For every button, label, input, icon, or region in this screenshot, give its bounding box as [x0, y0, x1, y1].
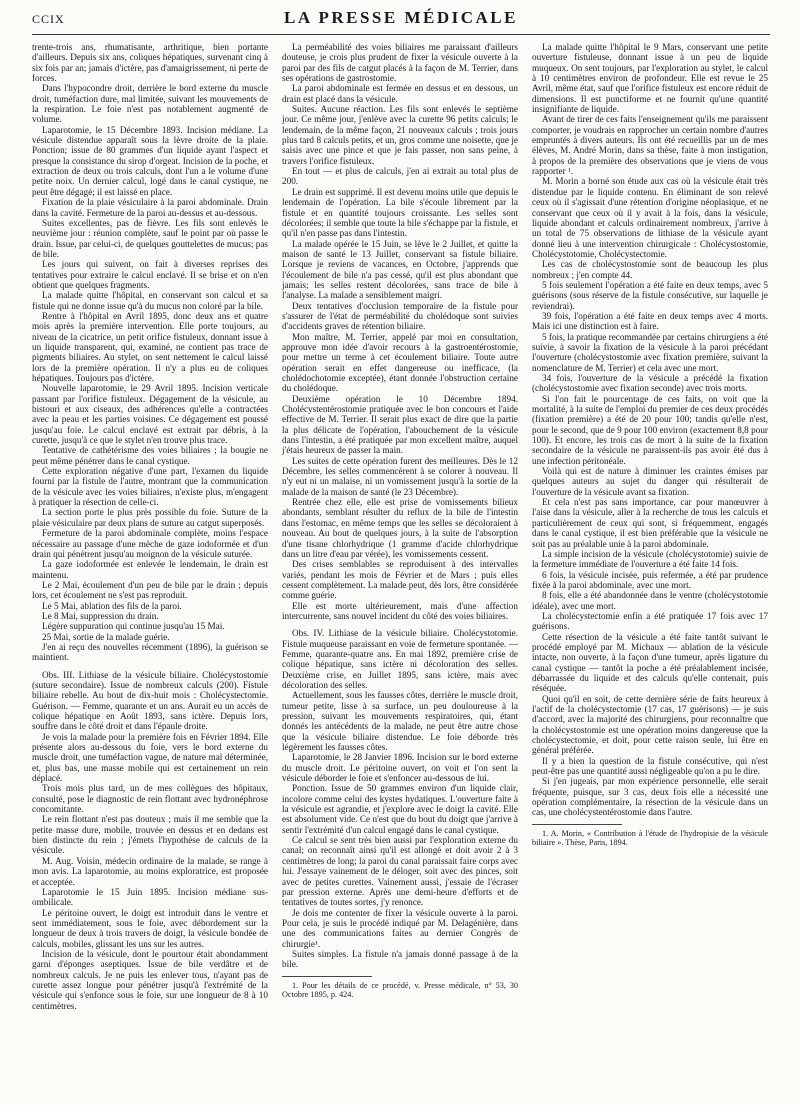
paragraph: 6 fois, la vésicule incisée, puis refermée, a été par prudence fixée à la paroi abdominale, avec une mort.: [532, 569, 768, 590]
paragraph: Le 2 Mai, écoulement d'un peu de bile par le drain ; depuis lors, cet écoulement ne s'est pas reproduit.: [32, 579, 268, 601]
paragraph: Suites simples. La fistule n'a jamais donné passage à de la bile.: [282, 948, 518, 970]
journal-title: LA PRESSE MÉDICALE: [284, 8, 518, 27]
paragraph: Légère suppuration qui continue jusqu'au 15 Mai.: [42, 621, 225, 632]
paragraph: Le 8 Mai, suppression du drain.: [42, 610, 159, 621]
footnote: 1. Pour les détails de ce procédé, v. Presse médicale, n° 53, 30 Octobre 1895, p. 424.: [282, 980, 518, 999]
paragraph: Mon maître, M. Terrier, appelé par moi en consultation, approuve mon idée d'avoir recours à la gastroentérostomie, pour mettre un terme à cet écoulement biliaire. Toute autre opération serait en effet dangereuse ou inefficace, (la cholédochotomie exceptée), étant donnée l'obstruction certaine du cholédoque.: [282, 331, 518, 394]
paragraph: La gaze iodoformée est enlevée le lendemain, le drain est maintenu.: [32, 559, 268, 580]
paragraph: La perméabilité des voies biliaires me paraissant d'ailleurs douteuse, je crois plus prudent de fixer la vésicule ouverte à la paroi par des fils de catgut placés à la façon de M. Terrier, dans ses opérations de gastrostomie.: [282, 42, 518, 84]
paragraph: Il y a bien la question de la fistule consécutive, qui n'est peut-être pas une quantité aussi négligeable qu'on a pu le dire.: [532, 755, 768, 777]
paragraph: La paroi abdominale est fermée en dessus et en dessous, un drain est placé dans la vésicule.: [282, 83, 518, 104]
paragraph: 5 fois seulement l'opération a été faite en deux temps, avec 5 guérisons (sous réserve de la fistule consécutive, sur laquelle je reviendrai).: [532, 279, 768, 311]
paragraph: Les jours qui suivent, on fait à diverses reprises des tentatives pour extraire le calcul enclavé. Il se brise et on n'en obtient que quelques fragments.: [32, 259, 268, 290]
paragraph: M. Morin a borné son étude aux cas où la vésicule était très distendue par le liquide contenu. En éliminant de son relevé ceux où il s'agissait d'une rétention d'origine néoplasique, et ne conservant que ceux où il y avait à la fois, dans la vésicule, liquide abondant et calculs ordinairement nombreux, j'arrive à un total de 75 observations de lithiase de la vésicule ayant donné lieu à une intervention chirurgicale : Cholécystostomie, Cholécystotomie, Cholécystectomie.: [532, 176, 768, 259]
paragraph: M. Aug. Voisin, médecin ordinaire de la malade, se range à mon avis. La laparotomie, au moins exploratrice, est proposée et acceptée.: [32, 855, 268, 887]
paragraph: Les suites de cette opération furent des meilleures. Dès le 12 Décembre, les selles commencèrent à se colorer à nouveau. Il n'y eut ni un malaise, ni un vomissement jusqu'à la sortie de la malade de la maison de santé (le 23 Décembre).: [282, 455, 518, 497]
paragraph: 34 fois, l'ouverture de la vésicule a précédé la fixation (cholécystostomie avec fixation seconde) avec trois morts.: [532, 373, 768, 394]
observation-heading: Obs. IV. Lithiase de la vésicule biliaire. Cholécystotomie. Fistule muqueuse paraissant en voie de fermeture spontanée. — Femme, quarante-quatre ans. En mai 1892, première crise de colique hépatique, sans ictère ni décoloration des selles. Deuxième crise, en Juillet 1895, sans ictère, mais avec décoloration des selles.: [282, 628, 518, 690]
paragraph: Des crises semblables se reproduisent à des intervalles variés, pendant les mois de Février et de Mars ; puis elles cessent complètement. La malade peut, dès lors, être considérée comme guérie.: [282, 559, 518, 601]
paragraph: Voilà qui est de nature à diminuer les craintes émises par quelques auteurs au sujet du danger qui résulterait de l'ouverture de la vésicule avant sa fixation.: [532, 466, 768, 497]
paragraph: Si l'on fait le pourcentage de ces faits, on voit que la mortalité, à la suite de l'emploi du premier de ces deux procédés (fixation première) a été de 20 pour 100; tandis qu'elle n'est, pour le second, que de 9 pour 100 environ (exactement 8,8 pour 100). Et encore, les trois cas de mort à la suite de la fixation secondaire de la vésicule ne paraissent-ils pas avoir été dus à une infection péritonéale.: [532, 393, 768, 466]
paragraph: 39 fois, l'opération a été faite en deux temps avec 4 morts. Mais ici une distinction est à faire.: [532, 310, 768, 332]
paragraph: Ponction. Issue de 50 grammes environ d'un liquide clair, incolore comme celui des kystes hydatiques. L'ouverture faite à la vésicule est agrandie, et j'explore avec le doigt la cavité. Elle est absolument vide. Ce n'est que du bout du doigt que j'arrive à sentir l'extrémité d'un calcul engagé dans le canal cystique.: [282, 783, 518, 835]
paragraph: 8 fois, elle a été abandonnée dans le ventre (cholécystotomie idéale), avec une mort.: [532, 590, 768, 611]
paragraph: Suites. Aucune réaction. Les fils sont enlevés le septième jour. Ce même jour, j'enlève avec la curette 96 petits calculs; le lendemain, de la même façon, 21 nouveaux calculs ; trois jours plus tard 8 calculs petits, et un, gros comme une noisette, que je saisis avec une pince et que je fais passer, non sans peine, à travers l'orifice fistuleux.: [282, 104, 518, 166]
footnote-rule: [282, 976, 372, 977]
paragraph: Quoi qu'il en soit, de cette dernière série de faits heureux à l'actif de la cholécystectomie (17 cas, 17 guérisons) — je suis d'accord, avec la majorité des chirurgiens, pour reconnaître que la cholécystostomie est une opération moins dangereuse que la cholécystectomie, et doit, pour cette raison seule, lui être en général préférée.: [532, 693, 768, 756]
paragraph: Fermeture de la paroi abdominale complète, moins l'espace nécessaire au passage d'une mèche de gaze iodoformée et d'un drain qui pénètrent jusqu'au moignon de la vésicule suturée.: [32, 528, 268, 559]
paragraph: 5 fois, la pratique recommandée par certains chirurgiens a été suivie, à savoir la fixation de la vésicule à la paroi précédant l'ouverture (cholécystostomie avec fixation première, suivant la nomenclature de M. Terrier) et cela avec une mort.: [532, 331, 768, 373]
paragraph: Ce calcul se sent très bien aussi par l'exploration externe du canal; on reconnaît ainsi qu'il est allongé et doit avoir 2 à 3 centimètres de long; la paroi du canal paraissait faire corps avec lui. J'essaye vainement de le déloger, soit avec des pinces, soit avec de petites curettes. Vainement aussi, j'essaie de l'écraser par pression externe. Après une demi-heure d'efforts et de tentatives de toutes sortes, j'y renonce.: [282, 835, 518, 908]
paragraph: La malade quitte l'hôpital le 9 Mars, conservant une petite ouverture fistuleuse, donnant issue à un peu de liquide muqueux. On sent toujours, par l'exploration au stylet, le calcul à 10 centimètres environ de profondeur. Elle est revue le 25 Avril, même état, sauf que l'orifice fistuleux est encore réduit de dimensions. Il est punctiforme et ne fournit qu'une quantité insignifiante de liquide.: [532, 42, 768, 115]
paragraph: Nouvelle laparotomie, le 29 Avril 1895. Incision verticale passant par l'orifice fistuleux. Dégagement de la vésicule, au bistouri et aux ciseaux, des adhérences qu'elle a contractées avec la peau et les parties voisines. Ce dégagement est poussé jusqu'au foie. Le calcul enclavé est extrait par débris, à la curette, jusqu'à ce que le stylet n'en trouve plus trace.: [32, 383, 268, 446]
paragraph: Le péritoine ouvert, le doigt est introduit dans le ventre et sent immédiatement, sous le foie, avec débordement sur la longueur de deux à trois travers de doigt, la vésicule bondée de calculs, mobiles, glissant les uns sur les autres.: [32, 907, 268, 949]
paragraph: La cholécystectomie enfin a été pratiquée 17 fois avec 17 guérisons.: [532, 610, 768, 632]
footnote-rule: [532, 824, 622, 825]
paragraph: Le 5 Mai, ablation des fils de la paroi.: [42, 600, 182, 611]
paragraph: Rentre à l'hôpital en Avril 1895, donc deux ans et quatre mois après la première intervention. Elle porte toujours, au niveau de la cicatrice, un petit orifice fistuleux, donnant issue à un liquide transparent, qui, examiné, ne contient pas trace de pigments biliaires. Au stylet, on sent nettement le calcul laissé lors de la première opération. Il n'y a plus eu de coliques hépatiques. Toujours pas d'ictère.: [32, 310, 268, 383]
page-number: CCIX: [32, 12, 65, 26]
paragraph: En tout — et plus de calculs, j'en ai extrait au total plus de 200.: [282, 166, 518, 187]
paragraph: La malade opérée le 15 Juin, se lève le 2 Juillet, et quitte la maison de santé le 13 Juillet, conservant sa fistule biliaire. Lorsque je reviens de vacances, en Octobre, j'apprends que l'écoulement de bile n'a pas cessé, qu'il est plus abondant que jamais; les selles restent décolorées, sans trace de bile à l'analyse. La malade a sensiblement maigri.: [282, 238, 518, 301]
paragraph: trente-trois ans, rhumatisante, arthritique, bien portante d'ailleurs. Depuis six ans, coliques hépatiques, survenant cinq à six fois par an; jamais d'ictère, pas d'amaigrissement, ni perte de forces.: [32, 42, 268, 84]
paragraph: Actuellement, sous les fausses côtes, derrière le muscle droit, tumeur petite, lisse à sa surface, un peu douloureuse à la pression, suivant les mouvements respiratoires, qui, étant donnés les antécédents de la malade, ne peut être autre chose que la vésicule biliaire distendue. Le foie déborde très légèrement les fausses côtes.: [282, 690, 518, 753]
paragraph: Laparotomie, le 28 Janvier 1896. Incision sur le bord externe du muscle droit. Le péritoine ouvert, on voit et l'on sent la vésicule déborder le foie et s'enfoncer au-dessous de lui.: [282, 752, 518, 784]
paragraph: Tentative de cathétérisme des voies biliaires ; la bougie ne peut même pénétrer dans le canal cystique.: [32, 445, 268, 466]
paragraph: Cette exploration négative d'une part, l'examen du liquide fourni par la fistule de l'autre, montrant que la communication de la vésicule avec les voies biliaires, n'existe plus, m'engagent à pratiquer la résection de celle-ci.: [32, 466, 268, 508]
paragraph: Elle est morte ultérieurement, mais d'une affection intercurrente, sans nouvel incident du côté des voies biliaires.: [282, 600, 518, 621]
paragraph: Fixation de la plaie vésiculaire à la paroi abdominale. Drain dans la cavité. Fermeture de la paroi au-dessus et au-dessous.: [32, 197, 268, 218]
paragraph: La simple incision de la vésicule (cholécystotomie) suivie de la fermeture immédiate de l'ouverture a été faite 14 fois.: [532, 548, 768, 570]
paragraph: La malade quitte l'hôpital, en conservant son calcul et sa fistule qui ne donne issue qu'à du mucus non coloré par la bile.: [32, 290, 268, 311]
column-left: [32, 42, 268, 1011]
page-header: [32, 4, 770, 34]
paragraph: Et cela n'est pas sans importance, car pour manœuvrer à l'aise dans la vésicule, aller à la recherche de tous les calculs et particulièrement de ceux qui sont, si fréquemment, engagés dans le canal cystique, il est bien préférable que la vésicule ne soit pas au préalable unie à la paroi abdominale.: [532, 497, 768, 549]
paragraph: Je vois la malade pour la première fois en Février 1894. Elle présente alors au-dessous du foie, vers le bord externe du muscle droit, une tuméfaction vague, de nature mal déterminée, et, plus bas, une masse mobile qui est certainement un rein déplacé.: [32, 731, 268, 784]
paragraph: Dans l'hypocondre droit, derrière le bord externe du muscle droit, tuméfaction dure, mal limitée, suivant les mouvements de la respiration. Le foie n'est pas notablement augmenté de volume.: [32, 83, 268, 125]
paragraph: Deux tentatives d'occlusion temporaire de la fistule pour s'assurer de l'état de perméabilité du cholédoque sont suivies d'accidents graves de rétention biliaire.: [282, 300, 518, 332]
paragraph: La section porte le plus près possible du foie. Suture de la plaie vésiculaire par deux plans de suture au catgut superposés.: [32, 507, 268, 528]
paragraph: 25 Mai, sortie de la malade guérie.: [42, 631, 170, 642]
paragraph: Le rein flottant n'est pas douteux ; mais il me semble que la petite masse dure, mobile, trouvée en dessus et en dedans est bien distincte du rein ; j'émets l'hypothèse de calculs de la vésicule.: [32, 814, 268, 856]
paragraph: Trois mois plus tard, un de mes collègues des hôpitaux, consulté, pose le diagnostic de rein flottant avec hydronéphrose concomitante.: [32, 783, 268, 815]
paragraph: Rentrée chez elle, elle est prise de vomissements bilieux abondants, semblant résulter du reflux de la bile de l'intestin dans l'estomac, en même temps que les selles se décoloraient à nouveau. Au bout de quelques jours, à la suite de l'absorption d'une tisane chlorhydrique (1 gramme d'acide chlorhydrique dans un litre d'eau par vérée), les vomissements cessent.: [282, 497, 518, 559]
paragraph: Laparotomie le 15 Juin 1895. Incision médiane sus-ombilicale.: [32, 886, 268, 908]
paragraph: Suites excellentes, pas de fièvre. Les fils sont enlevés le neuvième jour : réunion complète, sauf le point par où passe le drain. Issue, par celui-ci, de quelques gouttelettes de mucus; pas de bile.: [32, 217, 268, 259]
footnote: 1. A. Morin, « Contribution à l'étude de l'hydropisie de la vésicule biliaire ». Thèse, Paris, 1894.: [532, 828, 768, 848]
header-rule: [32, 34, 770, 35]
paragraph: J'en ai reçu des nouvelles récemment (1896), la guérison se maintient.: [32, 641, 268, 663]
column-right: [532, 42, 768, 848]
paragraph: Les cas de cholécystostomie sont de beaucoup les plus nombreux ; j'en compte 44.: [532, 259, 768, 280]
paragraph: Avant de tirer de ces faits l'enseignement qu'ils me paraissent comporter, je voudrais en rapprocher un certain nombre d'autres empruntés à divers auteurs. Ils ont été recueillis par un de mes élèves, M. André Morin, dans sa thèse, faite à mon instigation, à propos de la première des observations que je viens de vous rapporter ¹.: [532, 114, 768, 177]
paragraph: Si j'en jugeais, par mon expérience personnelle, elle serait fréquente, puisque, sur 3 cas, deux fois elle a nécessité une opération complémentaire, la résection de la vésicule dans un cas, une cholécystentérostomie dans l'autre.: [532, 776, 768, 818]
paragraph: Laparotomie, le 15 Décembre 1893. Incision médiane. La vésicule distendue apparaît sous la lèvre droite de la plaie. Ponction; issue de 80 grammes d'un liquide ayant l'aspect et presque la consistance du sirop d'orgeat. Incision de la poche, et extraction de deux ou trois calculs, dont l'un a le volume d'une petite noix. Un dernier calcul, logé dans le canal cystique, ne peut être dégagé; il est laissé en place.: [32, 124, 268, 197]
observation-heading: Obs. III. Lithiase de la vésicule biliaire. Cholécystostomie (suture secondaire). Issue de nombreux calculs (200). Fistule biliaire rebelle. Au bout de dix-huit mois : Cholécystectomie. Guérison. — Femme, quarante et un ans. Aurait eu un accès de colique hépatique en Août 1893, sans ictère. Depuis lors, souffre dans le côté droit et dans l'épaule droite.: [32, 669, 268, 732]
paragraph: Incision de la vésicule, dont le pourtour était abondamment garni d'éponges aseptiques. Issue de bile verdâtre et de nombreux calculs. Je ne puis les enlever tous, n'ayant pas de curette assez longue pour pénétrer jusqu'à l'extrémité de la vésicule qui s'enfonce sous le foie, sur une longueur de 8 à 10 centimètres.: [32, 948, 268, 1011]
paragraph: Cette résection de la vésicule a été faite tantôt suivant le procédé employé par M. Michaux — ablation de la vésicule intacte, non ouverte, à la façon d'une tumeur, après ligature du canal cystique — tantôt la poche a été préalablement incisée, débarrassée du liquide et des calculs qu'elle contenait, puis réséquée.: [532, 631, 768, 694]
paragraph: Je dois me contenter de fixer la vésicule ouverte à la paroi. Pour cela, je suis le procédé indiqué par M. Delagénière, dans une des communications faites au dernier Congrès de chirurgie¹.: [282, 907, 518, 949]
column-middle: [282, 42, 518, 999]
paragraph: Le drain est supprimé. Il est devenu moins utile que depuis le lendemain de l'opération. La bile s'écoule librement par la fistule et en quantité toujours croissante. Les selles sont décolorées; il semble que toute la bile s'échappe par la fistule, et qu'il n'en passe pas dans l'intestin.: [282, 186, 518, 239]
paragraph: Deuxième opération le 10 Décembre 1894. Cholécystentérostomie pratiquée avec le bon concours et l'aide effective de M. Terrier. Il serait plus exact de dire que la partie la plus délicate de l'opération, l'abouchement de la vésicule dans l'intestin, a été pratiquée par mon excellent maître, auquel j'étais heureux de passer la main.: [282, 393, 518, 456]
